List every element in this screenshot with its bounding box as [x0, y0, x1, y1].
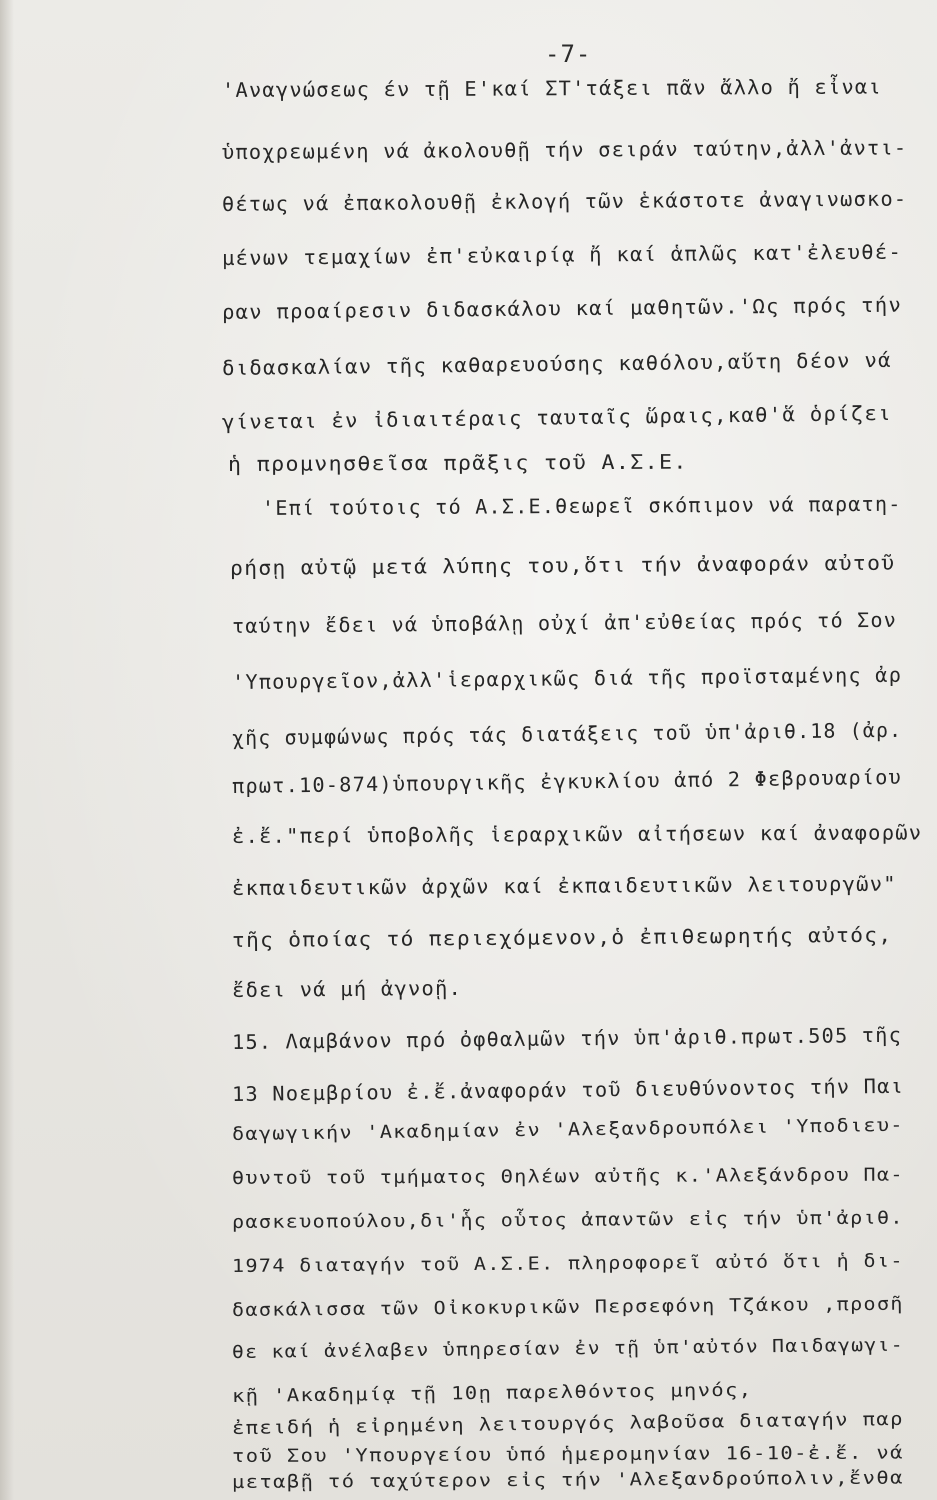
text-line: μένων τεμαχίων ἐπ'εὐκαιρίᾳ ἤ καί ἁπλῶς κατ'ἐλευθέ-: [221, 239, 903, 270]
text-line: 'Υπουργεῖον,ἀλλ'ἱεραρχικῶς διά τῆς προϊσταμένης ἀρ: [231, 662, 903, 694]
text-line: ἐ.ἔ."περί ὑποβολῆς ἱεραρχικῶν αἰτήσεων καί ἀναφορῶν: [231, 820, 923, 848]
text-line: 1974 διαταγήν τοῦ Α.Σ.Ε. πληροφορεῖ αὐτό ὅτι ἡ δι-: [231, 1250, 904, 1277]
text-line: χῆς συμφώνως πρός τάς διατάξεις τοῦ ὑπ'ἀριθ.18 (ἀρ.: [231, 717, 903, 750]
text-line: ραν προαίρεσιν διδασκάλου καί μαθητῶν.'Ως πρός τήν: [221, 292, 903, 324]
text-line: θε καί ἀνέλαβεν ὑπηρεσίαν ἐν τῇ ὑπ'αὐτόν Παιδαγωγι-: [231, 1334, 904, 1363]
text-line: ἡ προμνησθεῖσα πρᾶξις τοῦ Α.Σ.Ε.: [227, 449, 688, 476]
text-line: ἐπειδή ἡ εἰρημένη λειτουργός λαβοῦσα διαταγήν παρ: [231, 1408, 904, 1439]
text-line: ὑποχρεωμένη νά ἀκολουθῇ τήν σειράν ταύτην,ἀλλ'ἀντι-: [221, 135, 908, 164]
text-line: πρωτ.10-874)ὑπουργικῆς ἐγκυκλίου ἀπό 2 Φεβρουαρίου: [231, 764, 903, 798]
text-line: τῆς ὁποίας τό περιεχόμενον,ὁ ἐπιθεωρητής αὐτός,: [231, 922, 893, 952]
text-line: τοῦ Σου 'Υπουργείου ὑπό ἡμερομηνίαν 16-10-ἐ.ἔ. νά: [231, 1442, 904, 1467]
text-line: ταύτην ἔδει νά ὑποβάλῃ οὐχί ἀπ'εὐθείας πρός τό Σον: [231, 607, 898, 638]
text-line: ρασκευοπούλου,δι'ἧς οὗτος ἀπαντῶν εἰς τήν ὑπ'ἀριθ.: [231, 1207, 904, 1233]
text-line: 'Επί τούτοις τό Α.Σ.Ε.θεωρεῖ σκόπιμον νά παρατη-: [261, 491, 902, 520]
text-line: ἔδει νά μή ἀγνοῇ.: [231, 975, 463, 1002]
text-line: διδασκαλίαν τῆς καθαρευούσης καθόλου,αὕτη δέον νά: [221, 347, 892, 380]
text-line: 13 Νοεμβρίου ἐ.ἔ.ἀναφοράν τοῦ διευθύνοντος τήν Παι: [231, 1073, 905, 1106]
text-line: 'Αναγνώσεως έν τῇ Ε'καί ΣΤ'τάξει πᾶν ἄλλο ἤ εἶναι: [221, 74, 882, 102]
text-line: ἐκπαιδευτικῶν ἀρχῶν καί ἐκπαιδευτικῶν λειτουργῶν": [231, 871, 897, 900]
text-line: δασκάλισσα τῶν Οἰκοκυρικῶν Περσεφόνη Τζάκου ,προσῆ: [231, 1293, 904, 1321]
text-line: 15. Λαμβάνον πρό ὀφθαλμῶν τήν ὑπ'ἀριθ.πρωτ.505 τῆς: [231, 1022, 903, 1054]
text-line: μεταβῇ τό ταχύτερον εἰς τήν 'Αλεξανδρούπολιν,ἔνθα: [231, 1467, 904, 1493]
text-line: γίνεται ἐν ἰδιαιτέραις ταυταῖς ὥραις,καθ'ἅ ὁρίζει: [221, 400, 892, 434]
text-line: κῇ 'Ακαδημίᾳ τῇ 10ῃ παρελθόντος μηνός,: [231, 1379, 753, 1407]
text-line: δαγωγικήν 'Ακαδημίαν ἐν 'Αλεξανδρουπόλει 'Υποδιευ-: [231, 1114, 904, 1145]
text-line: θυντοῦ τοῦ τμήματος Θηλέων αὐτῆς κ.'Αλεξάνδρου Πα-: [231, 1164, 904, 1189]
text-line: ρήσῃ αὐτῷ μετά λύπης του,ὅτι τήν ἀναφοράν αὐτοῦ: [229, 550, 896, 580]
text-line: θέτως νά ἐπακολουθῇ ἐκλογή τῶν ἑκάστοτε ἀναγινωσκο-: [221, 186, 908, 216]
page-number: -7-: [545, 40, 592, 68]
